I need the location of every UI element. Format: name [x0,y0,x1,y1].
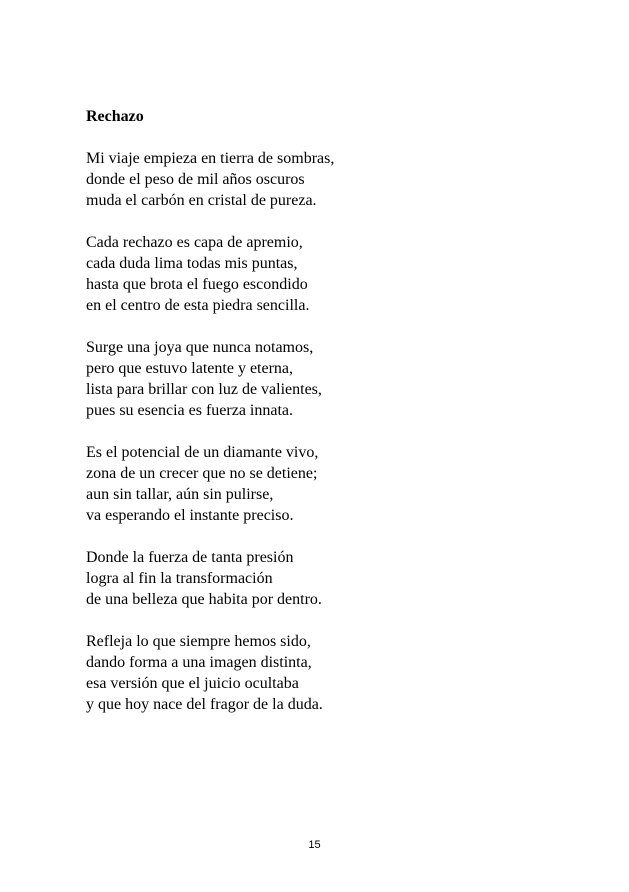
poem-line: logra al fin la transformación [86,570,273,587]
poem-line: va esperando el instante preciso. [86,507,294,524]
poem-line: Surge una joya que nunca notamos, [86,339,314,356]
poem-line: en el centro de esta piedra sencilla. [86,297,310,314]
poem-line: Mi viaje empieza en tierra de sombras, [86,150,335,167]
poem-line: Donde la fuerza de tanta presión [86,549,294,566]
poem-title: Rechazo [86,108,144,125]
poem-line: de una belleza que habita por dentro. [86,591,322,608]
poem-line: pero que estuvo latente y eterna, [86,360,294,377]
stanza-3 [86,337,606,421]
poem-line: hasta que brota el fuego escondido [86,276,308,293]
poem-line: zona de un crecer que no se detiene; [86,465,318,482]
poem-line: y que hoy nace del fragor de la duda. [86,696,323,713]
poem-line: lista para brillar con luz de valientes, [86,381,322,398]
stanza-4 [86,442,606,526]
poem-line: Refleja lo que siempre hemos sido, [86,633,311,650]
poem-line: cada duda lima todas mis puntas, [86,255,298,272]
poem-line: aun sin tallar, aún sin pulirse, [86,486,274,503]
stanza-6 [86,631,606,715]
poem-line: donde el peso de mil años oscuros [86,171,305,188]
poem-line: pues su esencia es fuerza innata. [86,402,294,419]
poem-line: esa versión que el juicio ocultaba [86,675,299,692]
poem [86,106,606,736]
poem-line: muda el carbón en cristal de pureza. [86,192,317,209]
stanza-2 [86,232,606,316]
stanza-5 [86,547,606,610]
page-number: 15 [308,839,321,851]
poem-line: Cada rechazo es capa de apremio, [86,234,303,251]
poem-line: dando forma a una imagen distinta, [86,654,312,671]
poem-line: Es el potencial de un diamante vivo, [86,444,319,461]
stanza-1 [86,148,606,211]
